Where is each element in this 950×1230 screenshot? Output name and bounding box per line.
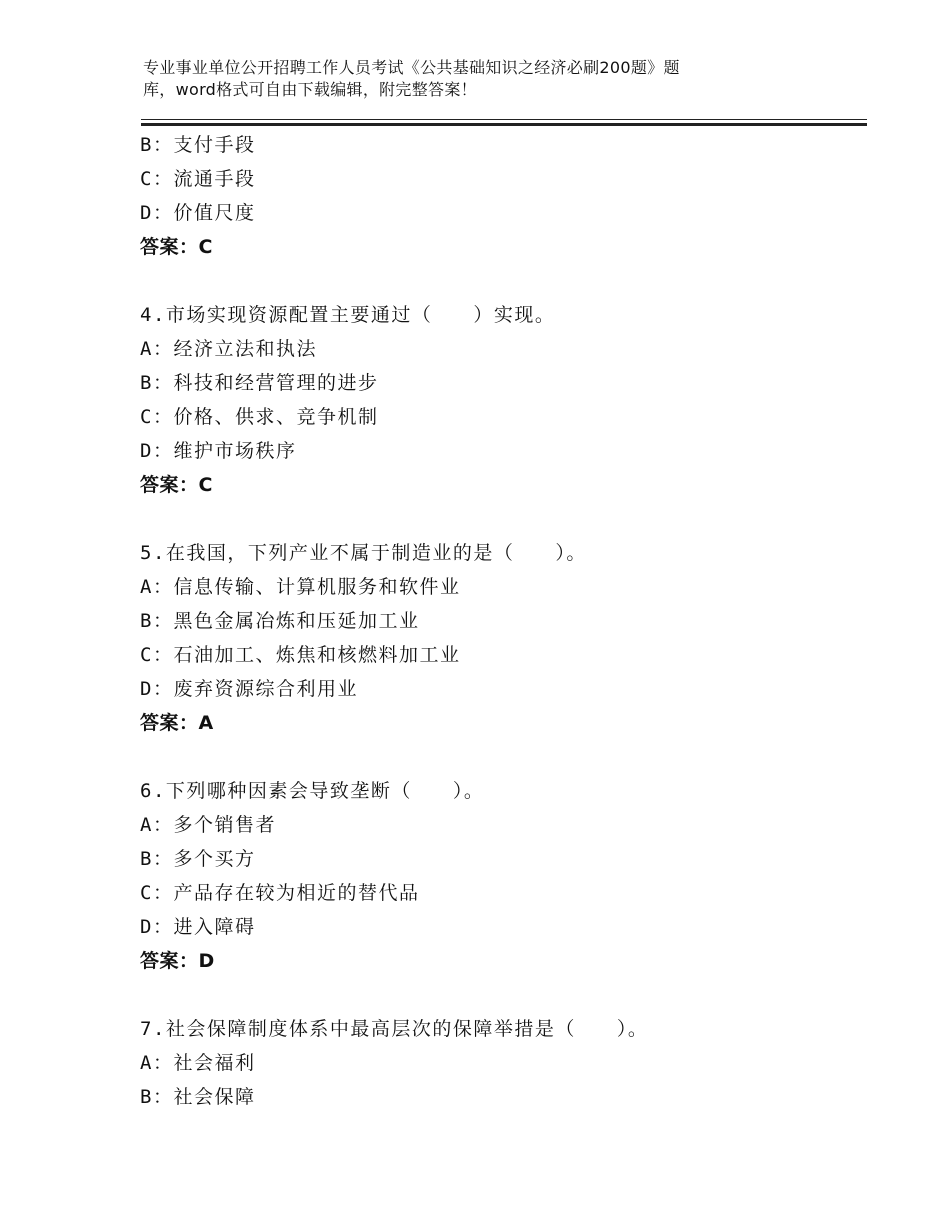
option-b: B：支付手段 (140, 134, 256, 156)
question-5 (140, 536, 900, 740)
question-stem: 5.在我国，下列产业不属于制造业的是（ ）。 (140, 542, 587, 564)
option-c: C：产品存在较为相近的替代品 (140, 882, 420, 904)
question-stem: 7.社会保障制度体系中最高层次的保障举措是（ ）。 (140, 1018, 649, 1040)
option-b: B：黑色金属冶炼和压延加工业 (140, 610, 420, 632)
question-4 (140, 298, 900, 502)
option-b: B：科技和经营管理的进步 (140, 372, 379, 394)
answer: 答案：C (140, 474, 213, 496)
question-6 (140, 774, 900, 978)
question-stem: 4.市场实现资源配置主要通过（ ）实现。 (140, 304, 556, 326)
answer: 答案：C (140, 236, 213, 258)
header-rule-thin (141, 119, 867, 120)
option-a: A：信息传输、计算机服务和软件业 (140, 576, 461, 598)
spacer (140, 978, 900, 1012)
option-b: B：多个买方 (140, 848, 256, 870)
question-stem: 6.下列哪种因素会导致垄断（ ）。 (140, 780, 485, 802)
option-a: A：社会福利 (140, 1052, 256, 1074)
question-fragment (140, 128, 900, 264)
answer: 答案：D (140, 950, 215, 972)
header-rule-thick (141, 123, 867, 126)
spacer (140, 264, 900, 298)
spacer (140, 740, 900, 774)
option-c: C：流通手段 (140, 168, 256, 190)
document-header (143, 57, 783, 101)
option-d: D：进入障碍 (140, 916, 256, 938)
option-c: C：石油加工、炼焦和核燃料加工业 (140, 644, 461, 666)
option-b: B：社会保障 (140, 1086, 256, 1108)
answer: 答案：A (140, 712, 214, 734)
option-a: A：经济立法和执法 (140, 338, 317, 360)
question-7 (140, 1012, 900, 1114)
option-a: A：多个销售者 (140, 814, 276, 836)
spacer (140, 502, 900, 536)
header-line-1: 专业事业单位公开招聘工作人员考试《公共基础知识之经济必刷200题》题 (143, 58, 680, 77)
header-line-2: 库，word格式可自由下载编辑，附完整答案！ (143, 80, 477, 99)
document-body (140, 128, 900, 1114)
option-d: D：维护市场秩序 (140, 440, 297, 462)
option-d: D：价值尺度 (140, 202, 256, 224)
option-d: D：废弃资源综合利用业 (140, 678, 358, 700)
option-c: C：价格、供求、竞争机制 (140, 406, 379, 428)
